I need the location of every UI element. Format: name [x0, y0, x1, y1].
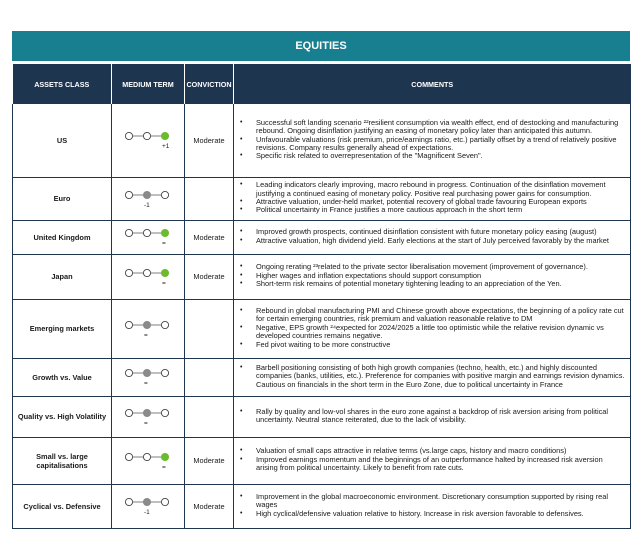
- position-change-label: =: [144, 331, 148, 339]
- comments-cell: [234, 104, 631, 177]
- medium-term-cell: [112, 358, 185, 396]
- position-change-label: =: [162, 240, 166, 247]
- position-scale: [118, 366, 178, 388]
- conviction-cell: [185, 358, 234, 396]
- medium-term-cell: [112, 299, 185, 358]
- position-dot-empty: [125, 229, 132, 236]
- conviction-cell: Moderate: [185, 484, 234, 528]
- position-scale-icon: [124, 497, 172, 507]
- asset-class-cell: Growth vs. Value: [13, 358, 112, 396]
- asset-class-cell: US: [13, 104, 112, 177]
- comment-item: • Barbell positioning consisting of both high growth companies (techno, health, etc.) and highly discounted companies (banks, utilities, etc.). Preference for companies with positive margin and earnings revision dynamics. Cautious on financials in the short term in the Euro Zone, due to political uncertainty in France: [256, 364, 626, 389]
- comments-cell: [234, 254, 631, 299]
- asset-class-cell: Small vs. large capitalisations: [13, 437, 112, 484]
- position-scale: [118, 188, 178, 210]
- comment-item: • Successful soft landing scenario ²²resilient consumption via wealth effect, end of destocking and manufacturing rebound. Ongoing disinflation justifying an easing of monetary policy later than anticipated this autumn.: [256, 119, 626, 136]
- position-dot-empty: [125, 409, 132, 416]
- position-scale-icon: [124, 368, 172, 378]
- comment-item: • High cyclical/defensive valuation relative to history. Increase in risk aversion favorable to defensives.: [256, 510, 626, 518]
- conviction-cell: [185, 177, 234, 220]
- position-scale-icon: [124, 190, 172, 200]
- table-row: [13, 484, 631, 528]
- comment-item: • Attractive valuation, under-held market, potential recovery of global trade favouring European exports: [256, 198, 626, 206]
- comment-item: • Valuation of small caps attractive in relative terms (vs.large caps, history and macro conditions): [256, 447, 626, 455]
- comment-item: • Leading indicators clearly improving, macro rebound in progress. Continuation of the disinflation movement justifying a continued easing of monetary policy. Positive real purchasing power gains for consumption.: [256, 181, 626, 198]
- comment-item: • Rally by quality and low-vol shares in the euro zone against a backdrop of risk aversion arising from political uncertainty. Neutral stance reiterated, due to the lack of visibility.: [256, 408, 626, 425]
- comment-item: • Improved growth prospects, continued disinflation consistent with future monetary policy easing (august): [256, 228, 626, 236]
- position-dot-filled: [143, 498, 150, 505]
- medium-term-cell: [112, 437, 185, 484]
- position-dot-filled: [161, 229, 168, 236]
- position-scale-icon: [124, 228, 172, 238]
- position-dot-empty: [125, 133, 132, 140]
- position-dot-filled: [161, 269, 168, 276]
- position-dot-empty: [125, 321, 132, 328]
- header-comments: COMMENTS: [234, 64, 631, 104]
- medium-term-cell: [112, 177, 185, 220]
- position-dot-filled: [143, 369, 150, 376]
- position-change-label: -1: [144, 509, 150, 516]
- position-scale-icon: [124, 452, 172, 462]
- header-medium-term: MEDIUM TERM: [112, 64, 185, 104]
- position-dot-empty: [125, 269, 132, 276]
- position-scale: [118, 450, 178, 472]
- position-scale: [118, 226, 178, 248]
- comment-item: • Rebound in global manufacturing PMI and Chinese growth above expectations, the beginning of a policy rate cut for certain emerging countries, risk premium and valuation reasonable relative to DM: [256, 307, 626, 324]
- comments-list: [236, 119, 626, 161]
- equities-panel: [12, 31, 630, 529]
- comment-item: • Short-term risk remains of potential monetary tightening leading to an appreciation of the Yen.: [256, 280, 626, 288]
- asset-class-cell: Emerging markets: [13, 299, 112, 358]
- position-scale-icon: [124, 320, 172, 330]
- asset-class-cell: Quality vs. High Volatility: [13, 396, 112, 437]
- comments-cell: [234, 299, 631, 358]
- position-change-label: =: [162, 463, 166, 471]
- comment-item: • Unfavourable valuations (risk premium, price/earnings ratio, etc.) partially offset by a trend of relatively positive revisions. Company results generally ahead of expectations.: [256, 136, 626, 153]
- position-dot-filled: [143, 409, 150, 416]
- comments-cell: [234, 484, 631, 528]
- position-scale: [118, 266, 178, 288]
- comment-item: • Ongoing rerating ²³related to the private sector liberalisation movement (improvement of governance).: [256, 263, 626, 271]
- comment-item: • Negative, EPS growth ²⁴expected for 2024/2025 a little too optimistic while the relative revision dynamic vs developed countries remains negative.: [256, 324, 626, 341]
- comments-list: [236, 493, 626, 518]
- comments-cell: [234, 396, 631, 437]
- equities-table: [12, 64, 631, 529]
- table-row: [13, 220, 631, 254]
- comments-cell: [234, 220, 631, 254]
- medium-term-cell: [112, 104, 185, 177]
- asset-class-cell: Japan: [13, 254, 112, 299]
- comments-cell: [234, 177, 631, 220]
- comment-item: • Political uncertainty in France justifies a more cautious approach in the short term: [256, 206, 626, 214]
- position-dot-empty: [143, 229, 150, 236]
- comment-item: • Higher wages and inflation expectations should support consumption: [256, 272, 626, 280]
- position-dot-empty: [125, 453, 132, 460]
- header-asset-class: ASSETS CLASS: [13, 64, 112, 104]
- comment-item: • Specific risk related to overrepresentation of the "Magnificent Seven".: [256, 152, 626, 160]
- position-scale: [118, 495, 178, 517]
- comment-item: • Improved earnings momentum and the beginnings of an outperformance halted by increased risk aversion arising from political uncertainty. Likely to benefit from rate cuts.: [256, 456, 626, 473]
- comments-list: [236, 307, 626, 349]
- position-dot-empty: [161, 498, 168, 505]
- position-scale: [118, 406, 178, 428]
- position-dot-empty: [161, 409, 168, 416]
- conviction-cell: Moderate: [185, 437, 234, 484]
- comments-list: [236, 364, 626, 389]
- table-row: [13, 299, 631, 358]
- table-row: [13, 396, 631, 437]
- asset-class-cell: Cyclical vs. Defensive: [13, 484, 112, 528]
- comment-item: • Improvement in the global macroeconomic environment. Discretionary consumption supported by rising real wages: [256, 493, 626, 510]
- position-dot-filled: [161, 133, 168, 140]
- panel-title: EQUITIES: [12, 31, 630, 64]
- position-dot-filled: [143, 191, 150, 198]
- header-conviction: CONVICTION: [185, 64, 234, 104]
- comments-list: [236, 408, 626, 425]
- asset-class-cell: United Kingdom: [13, 220, 112, 254]
- comments-list: [236, 181, 626, 215]
- medium-term-cell: [112, 220, 185, 254]
- position-scale: [118, 318, 178, 340]
- position-change-label: =: [162, 279, 166, 287]
- position-dot-empty: [161, 369, 168, 376]
- table-row: [13, 177, 631, 220]
- table-row: [13, 254, 631, 299]
- conviction-cell: Moderate: [185, 104, 234, 177]
- comment-item: • Fed pivot waiting to be more constructive: [256, 341, 626, 349]
- position-change-label: =: [144, 419, 148, 427]
- position-change-label: +1: [162, 143, 170, 151]
- position-dot-empty: [125, 191, 132, 198]
- position-dot-empty: [143, 133, 150, 140]
- position-dot-empty: [125, 498, 132, 505]
- position-dot-empty: [161, 321, 168, 328]
- comments-cell: [234, 437, 631, 484]
- position-dot-empty: [143, 453, 150, 460]
- comments-cell: [234, 358, 631, 396]
- medium-term-cell: [112, 484, 185, 528]
- header-row: [13, 64, 631, 104]
- conviction-cell: Moderate: [185, 254, 234, 299]
- table-row: [13, 358, 631, 396]
- position-dot-filled: [143, 321, 150, 328]
- position-dot-filled: [161, 453, 168, 460]
- position-scale: [118, 129, 178, 151]
- table-row: [13, 104, 631, 177]
- comments-list: [236, 263, 626, 288]
- position-change-label: =: [144, 380, 148, 387]
- comments-list: [236, 447, 626, 472]
- position-scale-icon: [124, 408, 172, 418]
- position-dot-empty: [125, 369, 132, 376]
- table-row: [13, 437, 631, 484]
- conviction-cell: Moderate: [185, 220, 234, 254]
- medium-term-cell: [112, 254, 185, 299]
- comments-list: [236, 228, 626, 245]
- asset-class-cell: Euro: [13, 177, 112, 220]
- position-dot-empty: [161, 191, 168, 198]
- comment-item: • Attractive valuation, high dividend yield. Early elections at the start of July perceived favorably by the market: [256, 237, 626, 245]
- position-dot-empty: [143, 269, 150, 276]
- conviction-cell: [185, 299, 234, 358]
- position-change-label: -1: [144, 201, 150, 209]
- position-scale-icon: [124, 268, 172, 278]
- medium-term-cell: [112, 396, 185, 437]
- position-scale-icon: [124, 131, 172, 141]
- conviction-cell: [185, 396, 234, 437]
